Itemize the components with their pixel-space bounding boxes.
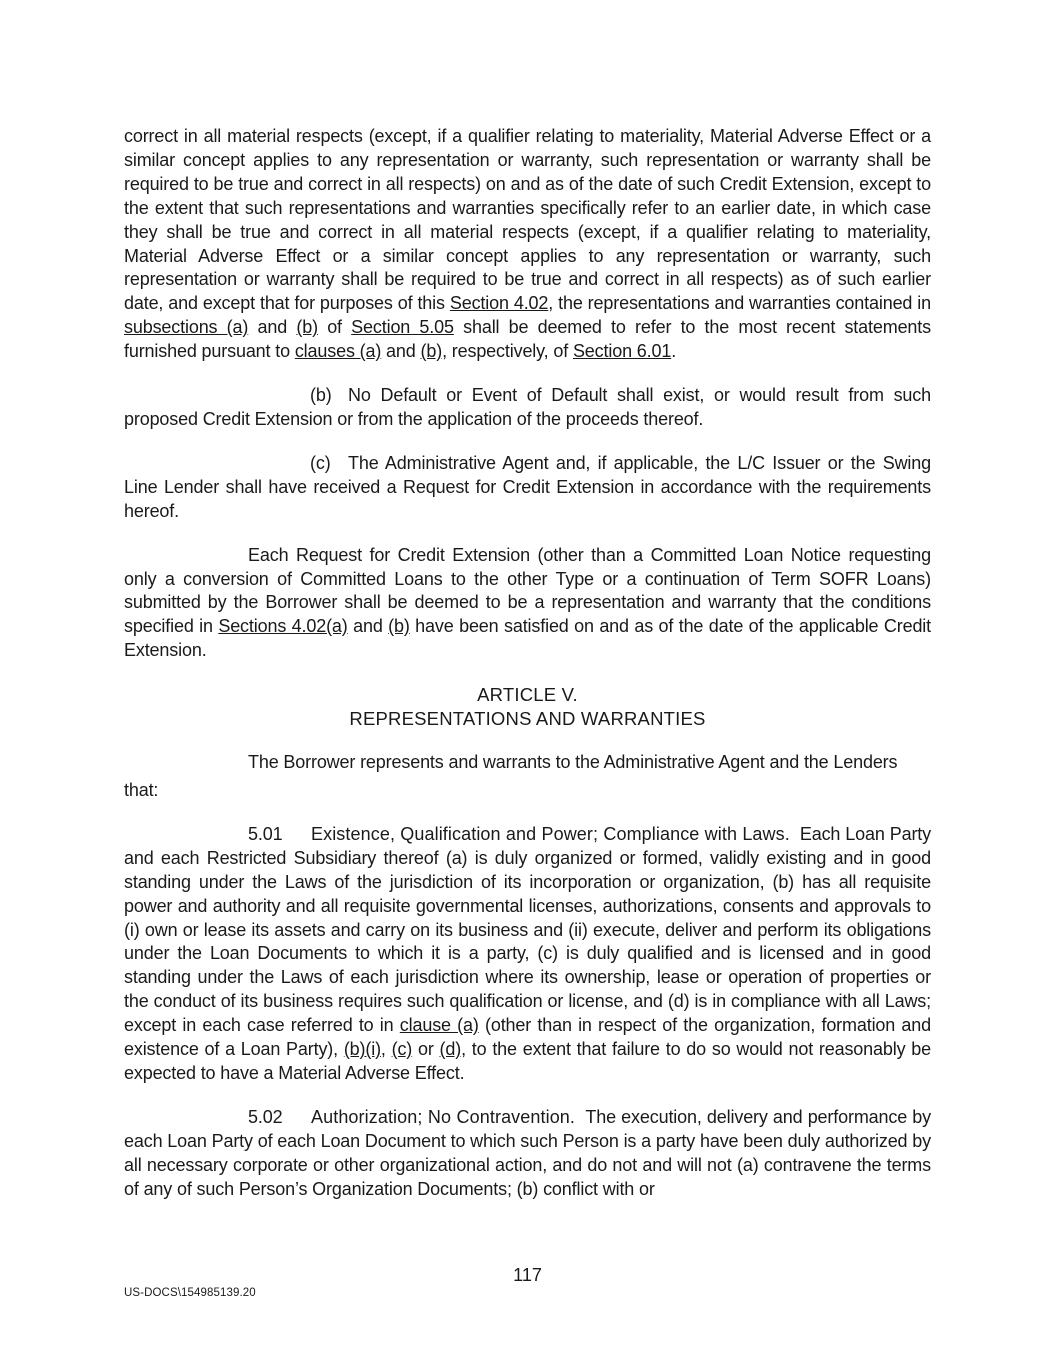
cross-reference: (c)	[391, 1039, 413, 1060]
cross-reference: clauses (a)	[294, 341, 382, 362]
cross-reference: Section 4.02	[449, 293, 549, 314]
cross-reference: (b)	[296, 317, 318, 338]
section-title: Existence, Qualification and Power; Compliance with Laws.	[311, 823, 790, 844]
text-run: ,	[380, 1039, 392, 1060]
clause-marker: (b)	[310, 385, 332, 406]
text-run: (other than in respect of the organization, formation and existence of a Loan Party),	[124, 1015, 931, 1060]
text-run: The execution, delivery and performance by each Loan Party of each Loan Document to which such Person is a party have been duly authorized by all necessary corporate or other organizational action, and do not and will not (a) contravene the terms of any of such Person’s Organization Documents; (b) conflict with or	[124, 1106, 931, 1199]
text-run: or	[412, 1039, 440, 1060]
article-heading	[124, 683, 931, 731]
text-run: correct in all material respects (except, if a qualifier relating to materiality, Material Adverse Effect or a similar concept applies to any representation or warranty, such representation or warranty shall be required to be true and correct in all respects) on and as of the date of such Credit Extension, except to the extent that such representations and warranties specifically refer to an earlier date, in which case they shall be true and correct in all material respects (except, if a qualifier relating to materiality, Material Adverse Effect or a similar concept applies to any representation or warranty, such representation or warranty shall be required to be true and correct in all respects) as of such earlier date, and except that for purposes of this	[124, 126, 931, 314]
text-run: Each Loan Party and each Restricted Subsidiary thereof (a) is duly organized or formed, validly existing and in good standing under the Laws of the jurisdiction of its incorporation or organization, (b) has all requisite power and authority and all requisite governmental licenses, authorizations, consents and approvals to (i) own or lease its assets and carry on its business and (ii) execute, deliver and perform its obligations under the Loan Documents to which it is a party, (c) is duly qualified and is licensed and in good standing under the Laws of each jurisdiction where its ownership, lease or operation of properties or the conduct of its business requires such qualification or license, and (d) is in compliance with all Laws; except in each case referred to in	[124, 823, 931, 1036]
text-run: .	[671, 341, 677, 362]
cross-reference: (b)	[388, 616, 410, 637]
text-run: have been satisfied on and as of the date of the applicable Credit Extension.	[124, 616, 931, 661]
section-5-02-paragraph	[124, 1106, 931, 1202]
text-run: and	[381, 341, 421, 362]
text-run: , respectively, of	[442, 341, 573, 362]
cross-reference: (b)	[420, 341, 443, 362]
cross-reference: (d)	[439, 1039, 462, 1060]
text-run: Each Request for Credit Extension (other than a Committed Loan Notice requesting only a conversion of Committed Loans to the other Type or a continuation of Term SOFR Loans) submitted by the Borrower shall be deemed to be a representation and warranty that the conditions specified in	[124, 544, 931, 637]
page-number: 117	[513, 1265, 542, 1285]
each-request-paragraph	[124, 544, 931, 664]
document-body	[124, 125, 931, 1222]
intro-paragraph	[124, 751, 931, 775]
clause-marker: (c)	[310, 452, 331, 473]
text-run: , to the extent that failure to do so would not reasonably be expected to have a Material Adverse Effect.	[124, 1039, 932, 1083]
section-number: 5.01	[248, 823, 283, 844]
continuation-paragraph	[124, 125, 931, 364]
cross-reference: Section 5.05	[351, 317, 454, 338]
text-run: , the representations and warranties contained in	[548, 293, 931, 314]
section-5-01-paragraph	[124, 823, 931, 1086]
clause-b-paragraph	[124, 384, 931, 432]
cross-reference: clause (a)	[399, 1015, 479, 1036]
text-run: of	[317, 317, 352, 338]
clause-text: No Default or Event of Default shall exist, or would result from such proposed Credit Extension or from the application of the proceeds thereof.	[124, 385, 931, 429]
text-run: and	[347, 616, 389, 637]
intro-tail	[124, 779, 931, 803]
clause-c-paragraph	[124, 452, 931, 524]
article-number: ARTICLE V.	[477, 684, 578, 706]
cross-reference: (b)(i)	[343, 1039, 381, 1060]
cross-reference: subsections (a)	[124, 317, 249, 338]
cross-reference: Section 6.01	[572, 341, 672, 362]
section-title: Authorization; No Contravention.	[311, 1106, 576, 1127]
clause-text: The Administrative Agent and, if applicable, the L/C Issuer or the Swing Line Lender shall have received a Request for Credit Extension in accordance with the requirements hereof.	[124, 452, 931, 521]
text-run: and	[248, 317, 297, 338]
cross-reference: Sections 4.02(a)	[218, 616, 348, 637]
text-run: that:	[124, 780, 159, 801]
document-id: US-DOCS\154985139.20	[124, 1287, 256, 1299]
article-title: REPRESENTATIONS AND WARRANTIES	[349, 708, 706, 730]
text-run: shall be deemed to refer to the most recent statements furnished pursuant to	[124, 317, 931, 362]
text-run: The Borrower represents and warrants to the Administrative Agent and the Lenders	[248, 752, 898, 773]
section-number: 5.02	[248, 1106, 283, 1127]
